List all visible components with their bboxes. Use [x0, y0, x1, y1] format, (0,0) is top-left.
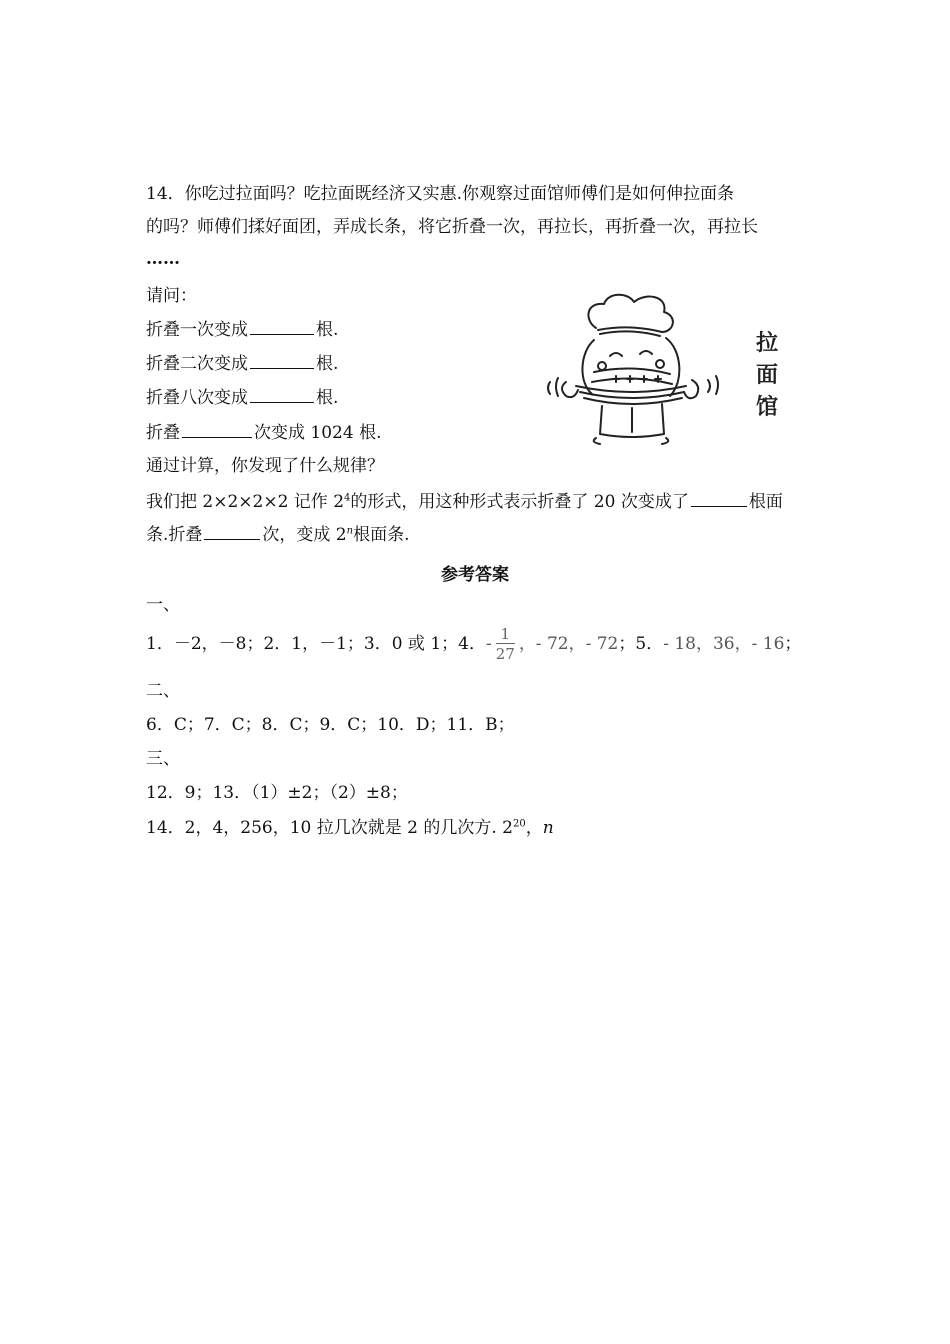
fraction-numerator: 1 — [496, 625, 515, 644]
last-blank — [204, 522, 260, 540]
fraction-denominator: 27 — [495, 645, 515, 663]
q14-line1: 14．你吃过拉面吗？吃拉面既经济又实惠.你观察过面馆师傅们是如何伸拉面条 — [146, 184, 735, 204]
last-line — [146, 522, 410, 546]
fold-once-line — [146, 317, 338, 341]
fold-count-suffix: 次变成 1024 根. — [254, 423, 382, 443]
noodle-chef-illustration — [536, 290, 798, 446]
answer-1-prefix: 1．－2，－8；2．1，－1；3．0 或 1；4． — [146, 634, 486, 654]
answer-5-sep: ；5． — [618, 634, 664, 654]
unit-text: 根. — [316, 354, 339, 374]
q14-ask: 请问： — [146, 286, 197, 306]
fold-once-text: 折叠一次变成 — [146, 320, 248, 340]
fold-eight-line — [146, 385, 338, 409]
q14-ellipsis: …… — [146, 249, 180, 269]
power-exponent: 4 — [344, 492, 351, 504]
sign-char-3: 馆 — [756, 394, 779, 420]
fold-count-line — [146, 420, 381, 444]
section-two-heading: 二、 — [146, 681, 180, 701]
last-text-c: 根面条. — [353, 525, 410, 545]
power-text-c: 根面 — [748, 492, 783, 512]
right-eye-icon — [640, 351, 652, 354]
last-text-b: 次，变成 2 — [262, 525, 347, 545]
section-one-heading: 一、 — [146, 595, 180, 615]
answer-line-3: 12．9；13．（1）±2；（2）±8； — [146, 783, 408, 803]
fold-count-prefix: 折叠 — [146, 423, 180, 443]
power-text-a: 我们把 2×2×2×2 记作 2 — [146, 492, 345, 512]
chef-hat-icon — [588, 295, 672, 332]
answer-4-rest: ，- 72，- 72 — [518, 634, 619, 654]
unit-text: 根. — [316, 388, 339, 408]
head-outline — [582, 340, 594, 394]
power-line — [146, 489, 783, 513]
fold-twice-text: 折叠二次变成 — [146, 354, 248, 374]
answer-4-negative: - — [485, 634, 492, 654]
last-exponent: n — [346, 525, 354, 537]
answer-14-n: n — [542, 818, 554, 838]
answer-14-sep: ， — [525, 818, 543, 838]
fraction-one-over-27 — [496, 625, 515, 664]
power-text-b: 的形式，用这种形式表示折叠了 20 次变成了 — [350, 492, 689, 512]
answer-14-exponent: 20 — [513, 818, 526, 830]
fold-eight-text: 折叠八次变成 — [146, 388, 248, 408]
answers-title: 参考答案 — [441, 565, 509, 585]
left-eye-icon — [610, 353, 622, 356]
power-blank — [691, 489, 747, 507]
fold-eight-blank — [250, 385, 314, 403]
answer-14-prefix: 14．2，4，256，10 拉几次就是 2 的几次方. 2 — [146, 818, 513, 838]
last-text-a: 条.折叠 — [146, 525, 203, 545]
fold-twice-line — [146, 351, 338, 375]
answer-line-1 — [146, 624, 801, 664]
fold-count-blank — [182, 420, 252, 438]
q14-rule: 通过计算，你发现了什么规律？ — [146, 456, 384, 476]
unit-text: 根. — [316, 320, 339, 340]
q14-line2: 的吗？师傅们揉好面团，弄成长条，将它折叠一次，再拉长，再折叠一次，再拉长 — [146, 217, 758, 237]
answer-5-values: - 18，36，- 16 — [663, 634, 785, 654]
sign-char-1: 拉 — [756, 330, 779, 356]
answer-1-end: ； — [784, 634, 802, 654]
answer-line-2: 6．C；7．C；8．C；9．C；10．D；11．B； — [146, 715, 515, 735]
fold-once-blank — [250, 317, 314, 335]
right-hand-icon — [684, 380, 698, 398]
answer-line-4 — [146, 817, 554, 839]
fold-twice-blank — [250, 351, 314, 369]
noodles-icon — [594, 368, 670, 374]
left-hand-icon — [562, 382, 578, 397]
section-three-heading: 三、 — [146, 749, 180, 769]
sign-char-2: 面 — [756, 362, 779, 388]
